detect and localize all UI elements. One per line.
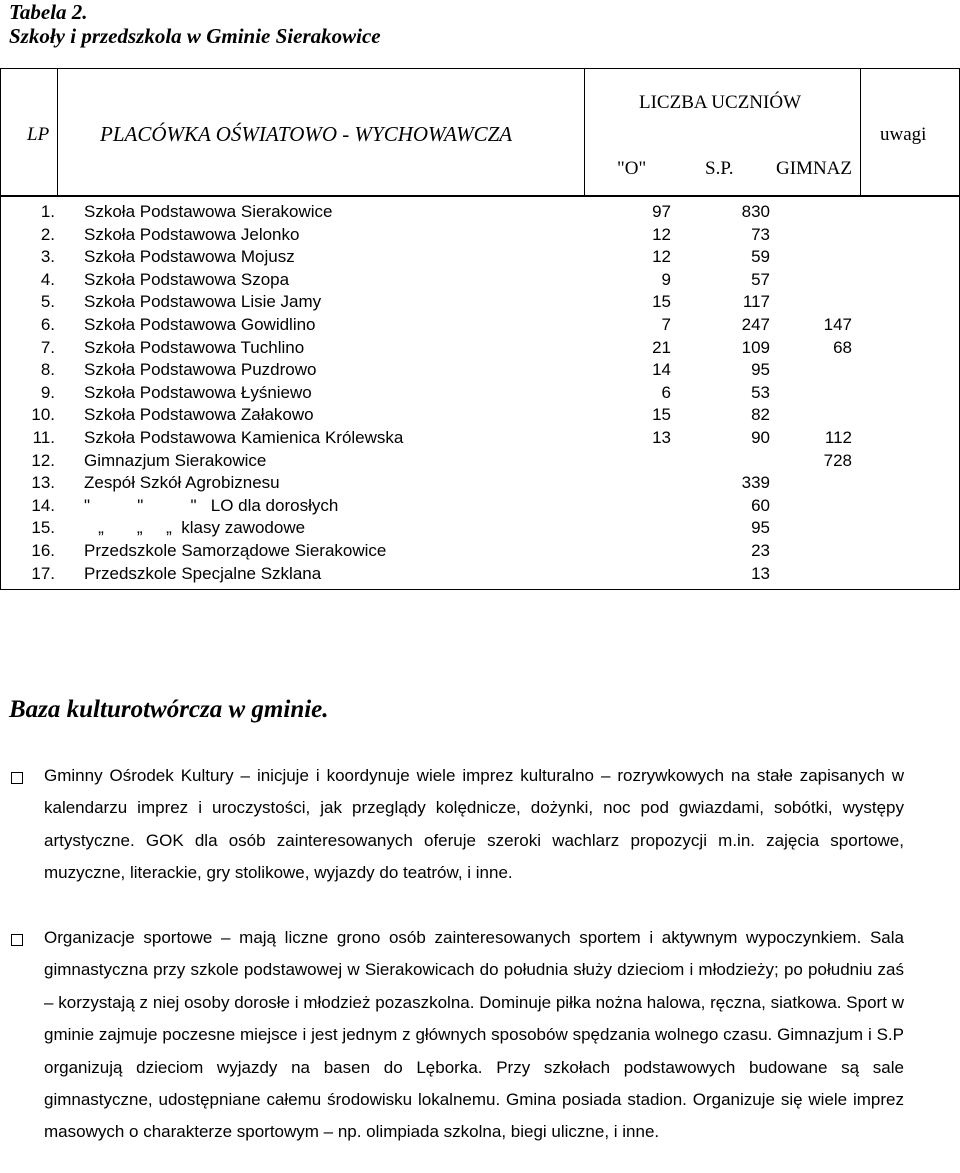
row-count-o: 12 [652, 224, 671, 244]
row-count-sp: 117 [742, 292, 770, 312]
header-lp: LP [27, 124, 50, 145]
row-count-sp: 13 [751, 563, 770, 583]
row-number: 12. [31, 450, 55, 470]
row-number: 15. [31, 518, 55, 538]
table-number: Tabela 2. [9, 0, 88, 24]
table-row [0, 427, 960, 449]
table-row [0, 201, 960, 223]
row-name: Szkoła Podstawowa Jelonko [84, 224, 300, 244]
row-name: Szkoła Podstawowa Sierakowice [84, 202, 333, 221]
row-count-o: 21 [652, 337, 671, 357]
row-number: 4. [40, 269, 55, 289]
row-name: Szkoła Podstawowa Lisie Jamy [84, 292, 322, 312]
row-number: 9. [40, 382, 55, 402]
header-placowka: PLACÓWKA OŚWIATOWO - WYCHOWAWCZA [100, 122, 513, 146]
table-row [0, 269, 960, 291]
header-uwagi: uwagi [880, 124, 927, 145]
row-count-gimnaz: 147 [823, 315, 852, 334]
row-count-o: 97 [652, 202, 671, 221]
table-row [0, 291, 960, 313]
row-name: Szkoła Podstawowa Mojusz [84, 247, 295, 267]
table-row [0, 404, 960, 426]
row-count-gimnaz: 68 [833, 337, 852, 357]
bullet-square-icon [11, 934, 23, 946]
row-name: Szkoła Podstawowa Kamienica Królewska [84, 428, 404, 447]
header-sp: S.P. [705, 158, 734, 179]
row-number: 3. [40, 247, 55, 267]
row-count-sp: 339 [741, 473, 770, 493]
row-name: Szkoła Podstawowa Gowidlino [84, 315, 316, 334]
row-count-gimnaz: 112 [824, 428, 852, 447]
row-number: 10. [31, 405, 55, 425]
table-row [0, 450, 960, 472]
row-name: Szkoła Podstawowa Szopa [84, 269, 290, 289]
row-count-sp: 53 [751, 382, 770, 402]
row-number: 8. [40, 360, 55, 380]
table-row [0, 563, 960, 585]
row-number: 6. [40, 315, 55, 334]
table-row [0, 472, 960, 494]
table-bottom-border [0, 589, 960, 590]
row-count-o: 14 [652, 360, 671, 380]
row-count-sp: 95 [751, 360, 770, 380]
table-row [0, 382, 960, 404]
header-divider-liczba [860, 68, 861, 196]
row-count-o: 13 [652, 428, 671, 447]
table-row [0, 359, 960, 381]
row-count-sp: 60 [751, 495, 770, 515]
table-row [0, 314, 960, 336]
row-name: Zespół Szkół Agrobiznesu [84, 473, 280, 493]
bullet-square-icon [11, 772, 23, 784]
row-name: " " " LO dla dorosłych [84, 495, 339, 515]
paragraph-gok: Gminny Ośrodek Kultury – inicjuje i koordynuje wiele imprez kulturalno – rozrywkowych na stałe zapisanych w kalendarzu imprez i uroczystości, jak przeglądy kolędnicze, dożynki, noc pod gwiazdami, sobótki, występy artystyczne. GOK dla osób zainteresowanych oferuje szeroki wachlarz propozycji m.in. zajęcia sportowe, muzyczne, literackie, gry stolikowe, wyjazdy do teatrów, i inne. [44, 766, 904, 883]
row-count-o: 15 [652, 405, 671, 425]
row-number: 17. [31, 563, 55, 583]
header-gimnaz: GIMNAZ [776, 158, 852, 179]
row-name: Szkoła Podstawowa Łyśniewo [84, 382, 312, 402]
header-bottom-border [0, 195, 959, 197]
row-count-sp: 90 [751, 428, 770, 447]
row-count-o: 9 [661, 269, 671, 289]
table-title: Szkoły i przedszkola w Gminie Sierakowice [9, 24, 381, 48]
row-count-o: 12 [652, 247, 671, 267]
row-name: Przedszkole Samorządowe Sierakowice [84, 541, 387, 560]
row-number: 2. [40, 224, 55, 244]
row-name: Przedszkole Specjalne Szklana [84, 563, 322, 583]
row-name: Szkoła Podstawowa Tuchlino [84, 337, 305, 357]
row-number: 13. [31, 473, 55, 493]
row-count-sp: 95 [751, 518, 770, 538]
row-count-o: 15 [652, 292, 671, 312]
row-name: Gimnazjum Sierakowice [84, 450, 267, 470]
section-title: Baza kulturotwórcza w gminie. [9, 696, 329, 723]
row-count-sp: 23 [751, 541, 770, 560]
row-count-sp: 82 [751, 405, 770, 425]
table-row [0, 224, 960, 246]
header-divider-placowka [584, 68, 585, 196]
row-count-sp: 830 [741, 202, 770, 221]
table-row [0, 495, 960, 517]
row-number: 14. [31, 495, 55, 515]
row-number: 7. [40, 337, 55, 357]
row-name: „ „ „ klasy zawodowe [84, 518, 306, 538]
row-number: 16. [31, 541, 55, 560]
header-divider-lp [57, 68, 58, 196]
row-name: Szkoła Podstawowa Załakowo [84, 405, 314, 425]
row-count-sp: 247 [741, 315, 770, 334]
row-number: 11. [32, 428, 55, 447]
row-number: 1. [40, 202, 55, 221]
table-row [0, 246, 960, 268]
table-row [0, 337, 960, 359]
row-number: 5. [40, 292, 55, 312]
table-row [0, 517, 960, 539]
row-count-o: 7 [661, 315, 671, 334]
paragraph-sport: Organizacje sportowe – mają liczne grono osób zainteresowanych sportem i aktywnym wypoczynkiem. Sala gimnastyczna przy szkole podstawowej w Sierakowicach do południa służy dzieciom i młodzieży; po południu zaś – korzystają z niej osoby dorosłe i młodzież pozaszkolna. Dominuje piłka nożna halowa, ręczna, siatkowa. Sport w gminie zajmuje poczesne miejsce i jest jednym z głównych sposobów spędzania wolnego czasu. Gimnazjum i S.P organizują dzieciom wyjazdy na basen do Lęborka. Przy szkołach podstawowych budowane są sale gimnastyczne, udostępniane całemu środowisku lokalnemu. Gmina posiada stadion. Organizuje się wiele imprez masowych o charakterze sportowym – np. olimpiada szkolna, biegi uliczne, i inne. [44, 928, 904, 1142]
row-count-sp: 73 [751, 224, 770, 244]
header-top-border [0, 68, 959, 69]
header-liczba-uczniow: LICZBA UCZNIÓW [639, 92, 802, 113]
row-name: Szkoła Podstawowa Puzdrowo [84, 360, 317, 380]
row-count-sp: 109 [741, 337, 770, 357]
header-o: "O" [617, 158, 647, 179]
row-count-sp: 57 [751, 269, 770, 289]
table-row [0, 540, 960, 562]
row-count-sp: 59 [751, 247, 770, 267]
row-count-o: 6 [661, 382, 671, 402]
row-count-gimnaz: 728 [823, 450, 852, 470]
